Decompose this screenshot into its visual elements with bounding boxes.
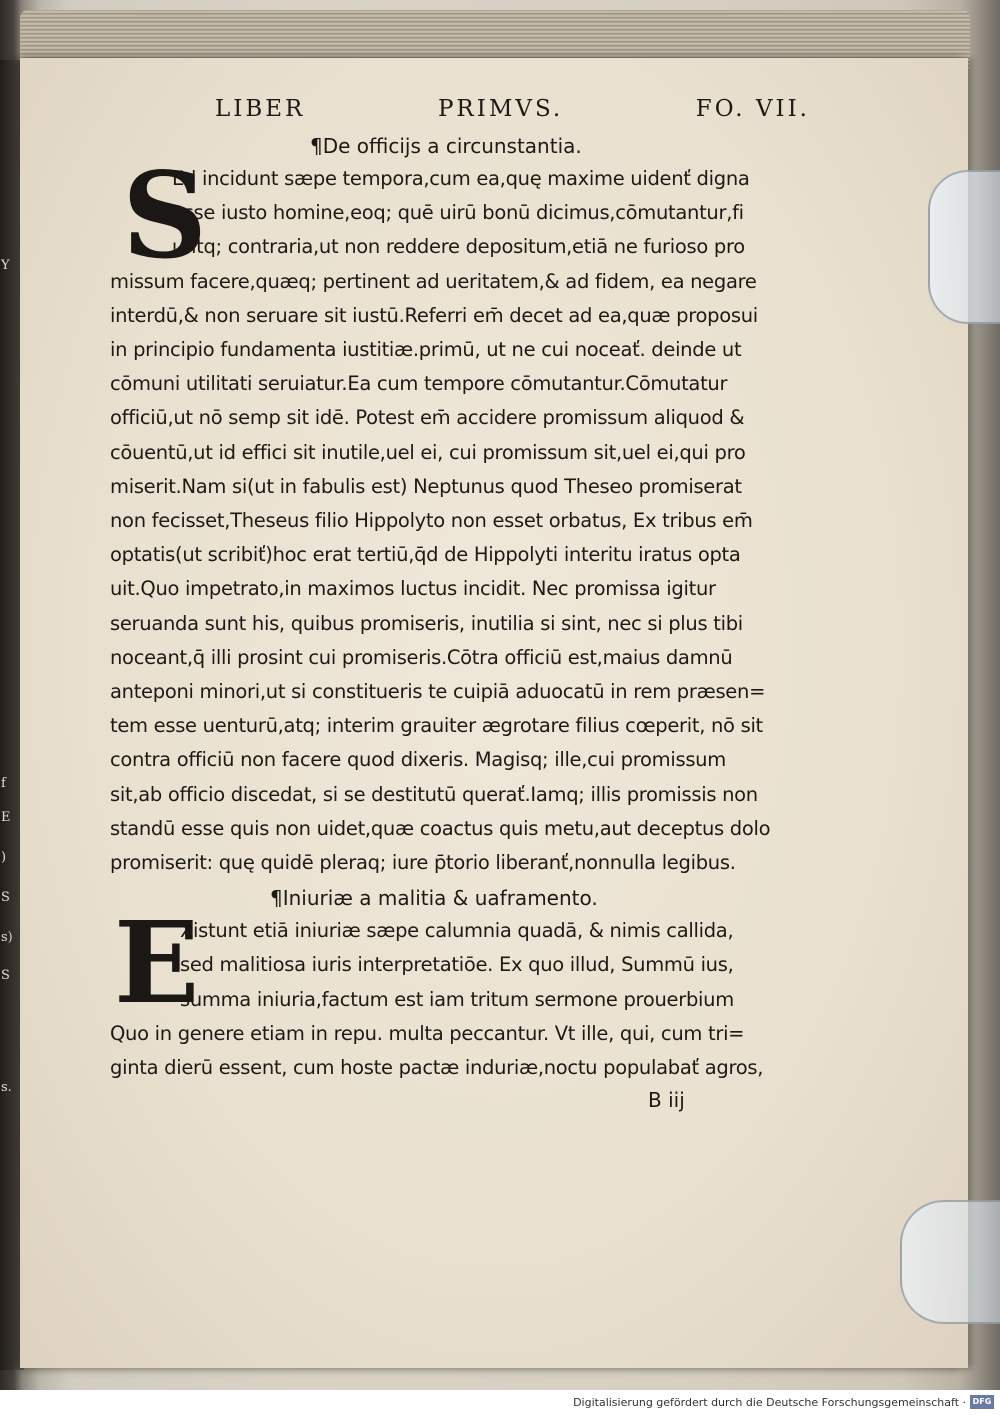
text-line: contra officiū non facere quod dixeris. Magisq; ille,cui promissum	[110, 748, 726, 772]
text-line: cōmuni utilitati seruiatur.Ea cum tempore cōmutantur.Cōmutatur	[110, 372, 728, 396]
text-line: officiū,ut nō semp sit idē. Potest em̄ accidere promissum aliquod &	[110, 406, 745, 430]
text-line: interdū,& non seruare sit iustū.Referri em̄ decet ad ea,quæ proposui	[110, 303, 758, 327]
page-text	[110, 96, 810, 1115]
text-line: promiserit: quę quidē pleraq; iure p̄torio liberanť,nonnulla legibus.	[110, 851, 736, 875]
text-line: Quo in genere etiam in repu. multa peccantur. Vt ille, qui, cum tri=	[110, 1021, 745, 1045]
margin-mark: s.	[1, 1080, 12, 1095]
drop-cap: E	[114, 898, 200, 1030]
text-line: summa iniuria,factum est iam tritum sermone prouerbium	[180, 987, 734, 1011]
text-line: Xistunt etiā iniuriæ sæpe calumnia quadā, & nimis callida,	[180, 919, 734, 943]
text-line: sed malitiosa iuris interpretatiōe. Ex quo illud, Summū ius,	[180, 953, 734, 977]
section-heading: ¶De officijs a circunstantia.	[310, 134, 582, 158]
text-line: ginta dierū essent, cum hoste pactæ induriæ,noctu populabať agros,	[110, 1056, 764, 1080]
text-line: sit,ab officio discedat, si se destitutū querať.Iamq; illis promissis non	[110, 782, 758, 806]
running-header	[215, 96, 810, 130]
text-line: anteponi minori,ut si constitueris te cuipiā aduocatū in rem præsen=	[110, 680, 766, 704]
footer-credit: Digitalisierung gefördert durch die Deutsche Forschungsgemeinschaft ·	[573, 1396, 966, 1409]
dfg-logo[interactable]: DFG	[970, 1395, 994, 1409]
text-line: esse iusto homine,eoq; quē uirū bonū dicimus,cōmutantur,fi	[172, 201, 744, 225]
text-line: cōuentū,ut id effici sit inutile,uel ei, cui promissum sit,uel ei,qui pro	[110, 440, 746, 464]
margin-mark: S	[1, 968, 10, 983]
text-line: noceant,q̄ illi prosint cui promiseris.Cōtra officiū est,maius damnū	[110, 645, 733, 669]
margin-mark: Y	[1, 258, 10, 273]
text-line: missum facere,quæq; pertinent ad ueritatem,& ad fidem, ea negare	[110, 269, 757, 293]
footer-bar	[0, 1390, 1000, 1415]
page-clip-top	[928, 170, 1000, 324]
margin-mark: E	[1, 810, 11, 825]
margin-mark: f	[1, 776, 6, 791]
text-line: in principio fundamenta iustitiæ.primū, ut ne cui noceať. deinde ut	[110, 338, 742, 362]
signature-mark: B iij	[648, 1088, 685, 1113]
header-folio: FO. VII.	[695, 96, 810, 122]
margin-mark: S	[1, 890, 10, 905]
text-line: seruanda sunt his, quibus promiseris, inutilia si sint, nec si plus tibi	[110, 611, 743, 635]
header-liber: LIBER	[215, 96, 306, 122]
text-line: uit.Quo impetrato,in maximos luctus incidit. Nec promissa igitur	[110, 577, 716, 601]
text-line: untq; contraria,ut non reddere depositum,etiā ne furioso pro	[172, 235, 745, 259]
margin-mark: s)	[1, 930, 13, 945]
margin-mark: )	[1, 850, 7, 865]
text-line: standū esse quis non uidet,quæ coactus quis metu,aut deceptus dolo	[110, 816, 771, 840]
text-line: tem esse uenturū,atq; interim grauiter ægrotare filius cœperit, nō sit	[110, 714, 763, 738]
text-line: miserit.Nam si(ut in fabulis est) Neptunus quod Theseo promiserat	[110, 474, 742, 498]
left-page-margin	[0, 0, 14, 1390]
section-heading: ¶Iniuriæ a malitia & uaframento.	[270, 886, 598, 911]
drop-cap: S	[122, 146, 208, 285]
header-primus: PRIMVS.	[437, 96, 564, 122]
text-line: optatis(ut scribiť)hoc erat tertiū,q̄d de Hippolyti interitu iratus opta	[110, 543, 741, 567]
page-clip-bottom	[900, 1200, 1000, 1324]
text-line: Ed incidunt sæpe tempora,cum ea,quę maxime uidenť digna	[172, 167, 750, 190]
text-line: non fecisset,Theseus filio Hippolyto non esset orbatus, Ex tribus em̄	[110, 509, 753, 533]
